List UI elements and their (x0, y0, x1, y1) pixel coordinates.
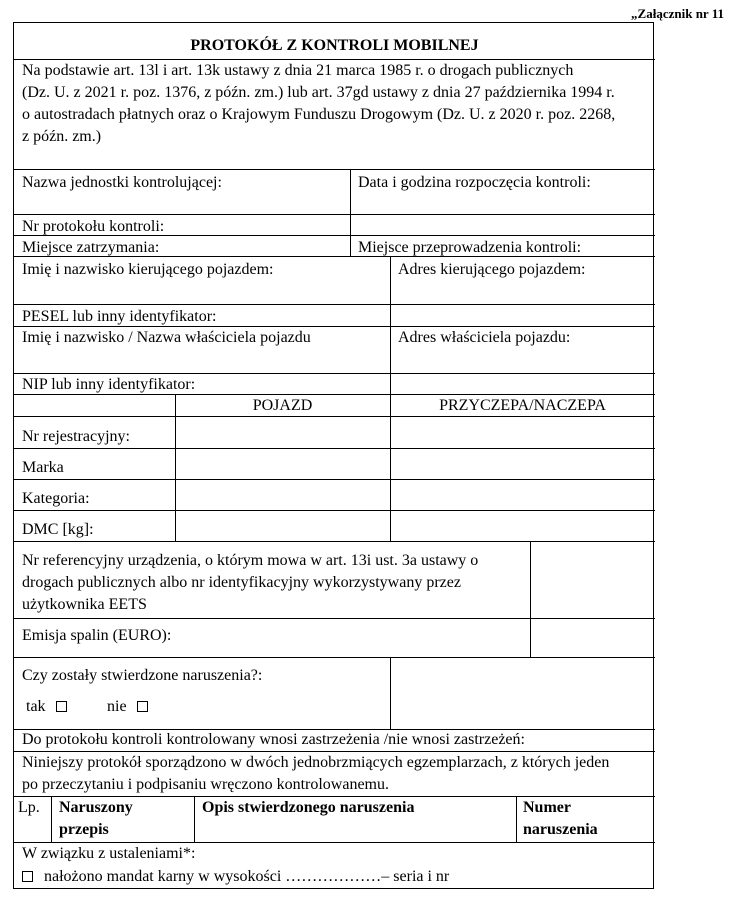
intro-line-1: Na podstawie art. 13l i art. 13k ustawy z dnia 21 marca 1985 r. o drogach publicznych (22, 62, 574, 79)
driver-address-field[interactable]: Adres kierującego pojazdem: (398, 261, 586, 278)
no-option[interactable] (107, 697, 148, 717)
pesel-field[interactable]: PESEL lub inny identyfikator: (22, 308, 217, 325)
violations-question: Czy zostały stwierdzone naruszenia?: (22, 667, 263, 684)
start-datetime-field[interactable]: Data i godzina rozpoczęcia kontroli: (358, 174, 591, 191)
fine-option[interactable] (22, 867, 449, 887)
copies-note-line-2: po przeczytaniu i podpisaniu wręczono kontrolowanemu. (22, 776, 389, 793)
unit-name-field[interactable]: Nazwa jednostki kontrolującej: (22, 174, 222, 191)
nip-field[interactable]: NIP lub inny identyfikator: (22, 376, 196, 393)
intro-line-3: o autostradach płatnych oraz o Krajowym Funduszu Drogowym (Dz. U. z 2020 r. poz. 2268, (22, 106, 616, 123)
owner-address-field[interactable]: Adres właściciela pojazdu: (398, 329, 571, 346)
annex-label: „Załącznik nr 11 (631, 6, 724, 21)
findings-label: W związku z ustaleniami*: (22, 845, 196, 862)
provision-header-1: Naruszony (59, 799, 133, 816)
emission-field[interactable]: Emisja spalin (EURO): (22, 627, 172, 644)
copies-note-line-1: Niniejszy protokół sporządzono w dwóch jednobrzmiących egzemplarzach, z których jeden (22, 754, 610, 771)
protocol-form (13, 22, 654, 889)
form-title: PROTOKÓŁ Z KONTROLI MOBILNEJ (190, 37, 479, 54)
fine-label: nałożono mandat karny w wysokości ………………– seria i nr (44, 868, 450, 885)
no-checkbox[interactable] (137, 701, 148, 712)
vehicle-column-header: POJAZD (252, 397, 313, 414)
no-label: nie (107, 698, 127, 715)
registration-number-row[interactable]: Nr rejestracyjny: (22, 428, 130, 445)
lp-header: Lp. (18, 799, 40, 816)
yes-label: tak (26, 698, 46, 715)
provision-header-2: przepis (59, 821, 109, 838)
number-header-2: naruszenia (523, 821, 598, 838)
inspection-place-field[interactable]: Miejsce przeprowadzenia kontroli: (358, 239, 582, 256)
driver-name-field[interactable]: Imię i nazwisko kierującego pojazdem: (22, 261, 274, 278)
fine-checkbox[interactable] (22, 871, 33, 882)
intro-line-2: (Dz. U. z 2021 r. poz. 1376, z późn. zm.) lub art. 37gd ustawy z dnia 27 października 1994 r. (22, 84, 615, 101)
yes-option[interactable] (26, 697, 67, 717)
protocol-number-field[interactable]: Nr protokołu kontroli: (22, 218, 165, 235)
category-row[interactable]: Kategoria: (22, 490, 90, 507)
gvw-row[interactable]: DMC [kg]: (22, 521, 94, 538)
device-ref-line-1[interactable]: Nr referencyjny urządzenia, o którym mowa w art. 13i ust. 3a ustawy o (22, 552, 479, 569)
device-ref-line-3[interactable]: użytkownika EETS (22, 596, 147, 613)
make-row[interactable]: Marka (22, 459, 64, 476)
objections-field[interactable]: Do protokołu kontroli kontrolowany wnosi zastrzeżenia /nie wnosi zastrzeżeń: (22, 731, 525, 748)
owner-name-field[interactable]: Imię i nazwisko / Nazwa właściciela pojazdu (22, 329, 311, 346)
device-ref-line-2[interactable]: drogach publicznych albo nr identyfikacyjny wykorzystywany przez (22, 574, 461, 591)
number-header-1: Numer (523, 799, 571, 816)
trailer-column-header: PRZYCZEPA/NACZEPA (439, 397, 606, 414)
stop-place-field[interactable]: Miejsce zatrzymania: (22, 239, 160, 256)
description-header: Opis stwierdzonego naruszenia (202, 799, 415, 816)
intro-line-4: z późn. zm.) (22, 128, 102, 145)
yes-checkbox[interactable] (56, 701, 67, 712)
